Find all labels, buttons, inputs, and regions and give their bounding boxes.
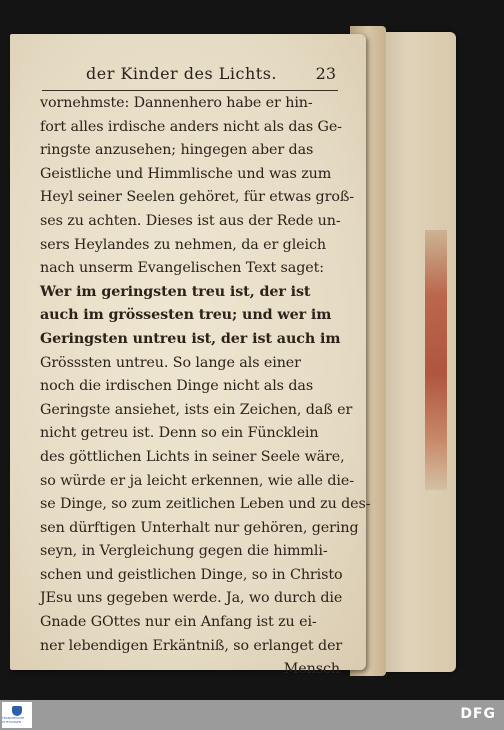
text-line: des göttlichen Lichts in seiner Seele wäre, [40,448,345,465]
text-line-emphasis: Wer im geringsten treu ist, der ist [40,283,311,300]
text-line: fort alles irdische anders nicht als das Ge- [40,118,342,135]
running-head [86,64,336,88]
text-line: ringste anzusehen; hingegen aber das [40,142,314,159]
library-logo-text: FRANCKESCHE STIFTUNGEN [2,716,25,724]
text-line: seyn, in Vergleichung gegen die himmli- [40,543,328,560]
text-line: JEsu uns gegeben werde. Ja, wo durch die [40,590,343,607]
text-line: sers Heylandes zu nehmen, da er gleich [40,236,327,253]
text-line: Heyl seiner Seelen gehöret, für etwas groß- [40,189,355,206]
catchword: Mensch [283,661,340,678]
text-line: ner lebendigen Erkäntniß, so erlanget der [40,637,343,654]
text-block [40,92,371,682]
head-rule [42,90,338,91]
text-line: Geistliche und Himmlische und was zum [40,165,332,182]
page-number: 23 [315,64,336,83]
running-title: der Kinder des Lichts. [86,64,278,83]
text-line: Gnade GOttes nur ein Anfang ist zu ei- [40,614,317,631]
viewer-footer [0,700,504,730]
text-line-emphasis: Geringsten untreu ist, der ist auch im [40,330,341,347]
text-line: so würde er ja leicht erkennen, wie alle die- [40,472,354,489]
red-page-edge [425,230,447,490]
library-logo[interactable] [2,702,32,728]
dfg-logo[interactable]: DFG [460,706,496,722]
text-line: Grösssten untreu. So lange als einer [40,354,301,371]
text-line: vornehmste: Dannenhero habe er hin- [40,95,313,111]
text-line: nach unserm Evangelischen Text saget: [40,260,324,277]
text-line: ses zu achten. Dieses ist aus der Rede un- [40,212,341,229]
text-line: Geringste ansiehet, ists ein Zeichen, daß er [40,401,353,418]
book-page [10,34,371,678]
text-line: sen dürftigen Unterhalt nur gehören, gering [40,519,359,536]
shield-icon [12,706,22,716]
text-line: nicht getreu ist. Denn so ein Füncklein [40,425,319,442]
text-line: se Dinge, so zum zeitlichen Leben und zu des- [40,496,371,513]
text-line: schen und geistlichen Dinge, so in Christo [40,566,343,583]
text-line: noch die irdischen Dinge nicht als das [40,378,314,395]
text-line-emphasis: auch im grössesten treu; und wer im [40,307,332,324]
